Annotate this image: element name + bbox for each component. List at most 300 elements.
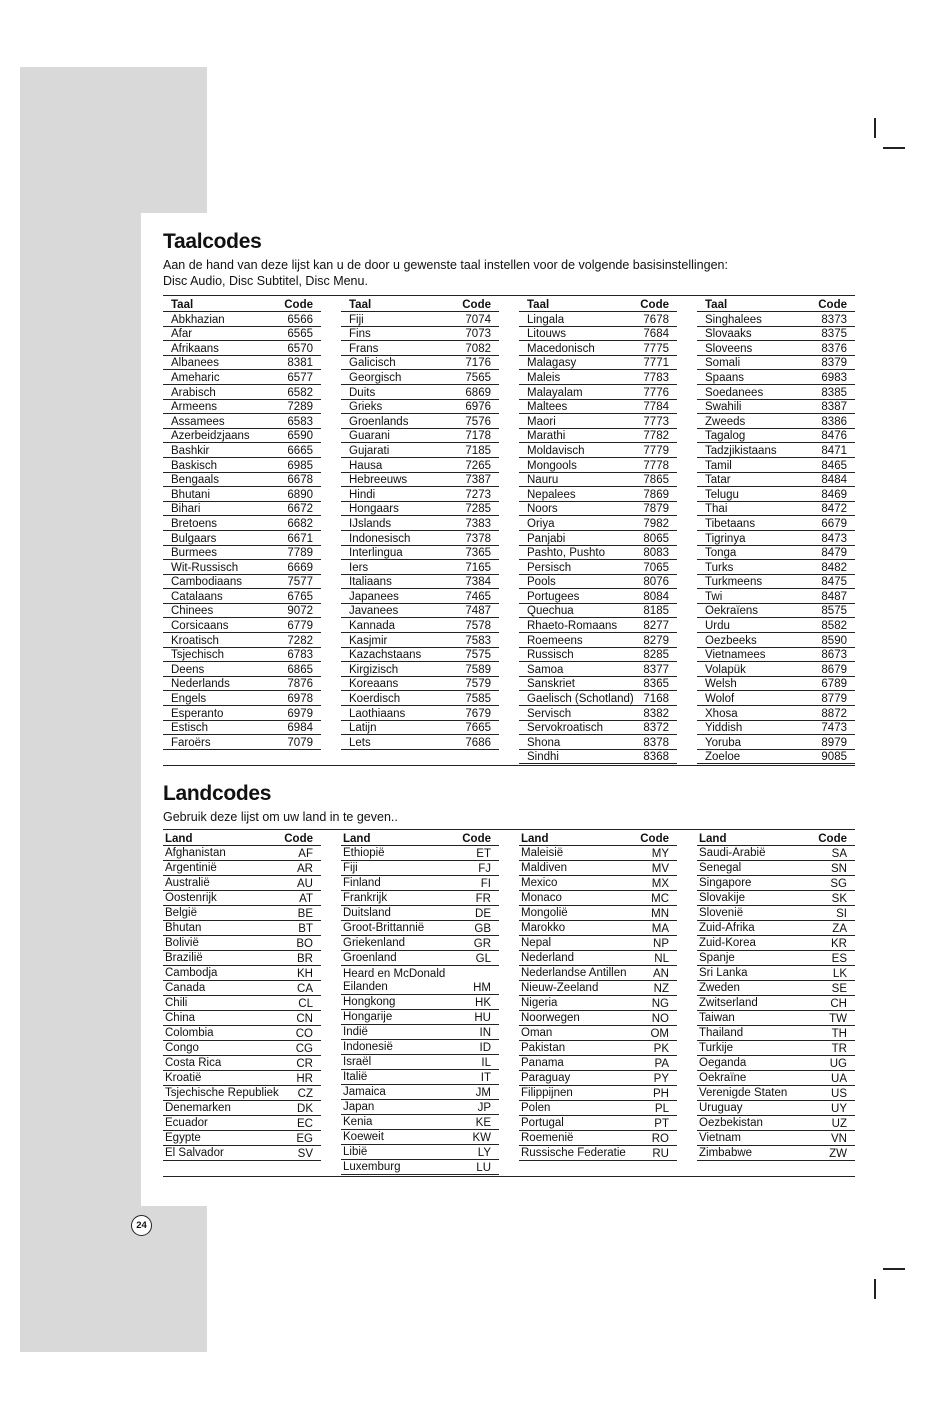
- language-name: Japanees: [349, 590, 399, 603]
- country-code: CG: [295, 1043, 313, 1056]
- country-code: ZA: [832, 923, 847, 936]
- language-name: Fins: [349, 328, 371, 341]
- language-code: 7074: [465, 313, 491, 326]
- language-code: 8185: [643, 605, 669, 618]
- language-name: Frans: [349, 342, 379, 355]
- country-code: CH: [830, 998, 847, 1011]
- table-row: [163, 1026, 321, 1041]
- table-row: [697, 648, 855, 663]
- language-code: 8476: [821, 430, 847, 443]
- country-code: AU: [297, 878, 313, 891]
- column-header-code: Code: [640, 833, 669, 846]
- language-name: Tagalog: [705, 430, 746, 443]
- table-row: [519, 846, 677, 861]
- language-name: Russisch: [527, 649, 574, 662]
- language-code: 7465: [465, 590, 491, 603]
- country-name: Senegal: [699, 862, 742, 875]
- column-header-code: Code: [818, 833, 847, 846]
- country-code: IT: [480, 1072, 491, 1085]
- language-name: Shona: [527, 736, 561, 749]
- table-row: [519, 633, 677, 648]
- country-code: RU: [652, 1148, 669, 1161]
- country-code-table: [163, 829, 855, 1177]
- language-name: Bengaals: [171, 474, 219, 487]
- column-header: [697, 296, 855, 312]
- table-row: [697, 750, 855, 765]
- language-code: 7577: [287, 576, 313, 589]
- language-name: Chinees: [171, 605, 214, 618]
- language-code: 8590: [821, 634, 847, 647]
- table-row: [697, 921, 855, 936]
- landcodes-title: Landcodes: [163, 782, 272, 806]
- table-row: [341, 531, 499, 546]
- country-name: Slovakije: [699, 892, 746, 905]
- table-row: [697, 516, 855, 531]
- language-code: 7876: [287, 678, 313, 691]
- language-code: 6976: [465, 401, 491, 414]
- table-row: [163, 341, 321, 356]
- country-name: Ecuador: [165, 1117, 208, 1130]
- language-code: 7565: [465, 371, 491, 384]
- table-row: [341, 1160, 499, 1175]
- taalcodes-intro-line1: Aan de hand van deze lijst kan u de door u gewenste taal instellen voor de volgende basisinstellingen:: [163, 258, 728, 272]
- table-row: [341, 721, 499, 736]
- language-name: Twi: [705, 590, 723, 603]
- table-row: [341, 443, 499, 458]
- country-name: Frankrijk: [343, 892, 388, 905]
- language-name: Hongaars: [349, 503, 399, 516]
- language-name: Catalaans: [171, 590, 223, 603]
- language-name: Tibetaans: [705, 517, 756, 530]
- table-row: [341, 706, 499, 721]
- table-row: [697, 891, 855, 906]
- language-name: Kazachstaans: [349, 649, 422, 662]
- country-code: MN: [651, 908, 669, 921]
- column-header-code: Code: [818, 299, 847, 311]
- country-code: OM: [650, 1028, 669, 1041]
- table-row: [163, 861, 321, 876]
- table-row: [697, 400, 855, 415]
- country-name: Filippijnen: [521, 1087, 573, 1100]
- table-row: [163, 1131, 321, 1146]
- language-code: 8279: [643, 634, 669, 647]
- language-code: 6789: [821, 678, 847, 691]
- table-row: [163, 1086, 321, 1101]
- column-header: [519, 830, 677, 846]
- country-name: Hongarije: [343, 1011, 393, 1024]
- language-code: 7285: [465, 503, 491, 516]
- country-code: MA: [651, 923, 669, 936]
- table-row: [163, 327, 321, 342]
- table-row: [163, 981, 321, 996]
- table-row: [519, 936, 677, 951]
- language-name: Bihari: [171, 503, 201, 516]
- country-name: Oekraïne: [699, 1072, 747, 1085]
- table-row: [163, 1041, 321, 1056]
- table-row: [519, 531, 677, 546]
- table-row: [341, 575, 499, 590]
- table-row: [519, 662, 677, 677]
- table-row: [341, 458, 499, 473]
- language-code: 7775: [643, 342, 669, 355]
- language-code: 6671: [287, 532, 313, 545]
- language-code: 6665: [287, 444, 313, 457]
- table-row: [163, 706, 321, 721]
- table-row: [341, 633, 499, 648]
- country-name: Kroatië: [165, 1072, 202, 1085]
- country-name: Maleisië: [521, 847, 564, 860]
- language-name: Interlingua: [349, 547, 403, 560]
- country-code: HR: [296, 1073, 313, 1086]
- table-row: [163, 385, 321, 400]
- country-code: CR: [296, 1058, 313, 1071]
- language-name: Ameharic: [171, 371, 220, 384]
- table-row: [519, 921, 677, 936]
- language-name: Kroatisch: [171, 634, 219, 647]
- language-column: [697, 296, 855, 764]
- table-row: [163, 589, 321, 604]
- language-name: Bretoens: [171, 517, 218, 530]
- language-name: Arabisch: [171, 386, 216, 399]
- language-code: 7576: [465, 415, 491, 428]
- table-row: [697, 575, 855, 590]
- column-header-code: Code: [462, 299, 491, 311]
- country-code: MY: [651, 848, 669, 861]
- language-name: Albanees: [171, 357, 219, 370]
- language-name: Lets: [349, 736, 371, 749]
- language-code: 6985: [287, 459, 313, 472]
- table-row: [163, 648, 321, 663]
- table-row: [697, 327, 855, 342]
- country-code: SA: [831, 848, 847, 861]
- table-row: [163, 604, 321, 619]
- country-code: KR: [831, 938, 847, 951]
- language-code: 7773: [643, 415, 669, 428]
- country-code: EC: [297, 1118, 313, 1131]
- table-row: [697, 618, 855, 633]
- table-row: [519, 891, 677, 906]
- language-name: Zoeloe: [705, 751, 741, 764]
- country-code: BT: [298, 923, 313, 936]
- table-row: [341, 1040, 499, 1055]
- column-header-label: Land: [343, 833, 371, 846]
- language-code: 7678: [643, 313, 669, 326]
- language-name: Tigrinya: [705, 532, 746, 545]
- table-row: [163, 876, 321, 891]
- country-name: Maldiven: [521, 862, 568, 875]
- country-name: Mexico: [521, 877, 558, 890]
- table-row: [697, 1146, 855, 1161]
- language-code: 6765: [287, 590, 313, 603]
- language-name: Lingala: [527, 313, 565, 326]
- table-row: [163, 443, 321, 458]
- language-name: Faroërs: [171, 736, 211, 749]
- landcodes-intro: Gebruik deze lijst om uw land in te geven..: [163, 810, 398, 825]
- table-row: [341, 677, 499, 692]
- table-row: [341, 691, 499, 706]
- language-name: Hindi: [349, 488, 376, 501]
- table-row: [519, 312, 677, 327]
- language-code: 8379: [821, 357, 847, 370]
- table-row: [519, 487, 677, 502]
- country-code: LK: [832, 968, 847, 981]
- table-row: [519, 876, 677, 891]
- language-name: Oezbeeks: [705, 634, 757, 647]
- language-name: IJslands: [349, 517, 392, 530]
- table-row: [519, 706, 677, 721]
- country-code: KE: [475, 1117, 491, 1130]
- language-code: 7165: [465, 561, 491, 574]
- language-code: 8382: [643, 707, 669, 720]
- country-name: Nederland: [521, 952, 575, 965]
- language-code: 7869: [643, 488, 669, 501]
- table-row: [341, 1025, 499, 1040]
- language-name: Malayalam: [527, 386, 583, 399]
- language-code: 8386: [821, 415, 847, 428]
- language-code: 9072: [287, 605, 313, 618]
- language-name: Bashkir: [171, 444, 210, 457]
- language-name: Guarani: [349, 430, 390, 443]
- language-name: Azerbeidzjaans: [171, 430, 250, 443]
- country-name: Bhutan: [165, 922, 202, 935]
- margin-band-side: [20, 213, 141, 1206]
- language-code: 7282: [287, 634, 313, 647]
- language-code: 8582: [821, 620, 847, 633]
- table-row: [341, 995, 499, 1010]
- table-row: [341, 1115, 499, 1130]
- language-code: 7778: [643, 459, 669, 472]
- language-name: Panjabi: [527, 532, 566, 545]
- table-row: [697, 487, 855, 502]
- table-row: [519, 341, 677, 356]
- table-row: [519, 721, 677, 736]
- language-name: Pools: [527, 576, 556, 589]
- table-row: [341, 327, 499, 342]
- table-row: [519, 560, 677, 575]
- language-name: Vietnamees: [705, 649, 766, 662]
- table-row: [341, 370, 499, 385]
- country-code: CO: [295, 1028, 313, 1041]
- table-row: [519, 370, 677, 385]
- country-name: Fiji: [343, 862, 358, 875]
- country-column: [519, 830, 677, 1175]
- language-column: [341, 296, 499, 764]
- margin-band-bottom: [20, 1206, 207, 1352]
- country-name: Oman: [521, 1027, 553, 1040]
- language-code: 7383: [465, 517, 491, 530]
- country-code: UZ: [831, 1118, 847, 1131]
- language-code: 7082: [465, 342, 491, 355]
- table-row: [697, 677, 855, 692]
- country-name: Cambodja: [165, 967, 218, 980]
- taalcodes-intro: [163, 257, 855, 289]
- column-header: [341, 830, 499, 846]
- country-code: AT: [299, 893, 313, 906]
- table-row: [697, 721, 855, 736]
- country-code: UY: [831, 1103, 847, 1116]
- table-row: [341, 861, 499, 876]
- country-code: ES: [831, 953, 847, 966]
- language-code: 7679: [465, 707, 491, 720]
- table-row: [519, 458, 677, 473]
- table-row: [163, 677, 321, 692]
- language-code: 7982: [643, 517, 669, 530]
- language-name: Portugees: [527, 590, 580, 603]
- language-name: Sloveens: [705, 342, 753, 355]
- language-code: 6590: [287, 430, 313, 443]
- language-code: 6979: [287, 707, 313, 720]
- table-row: [341, 662, 499, 677]
- language-name: Wolof: [705, 693, 735, 706]
- table-row: [697, 1086, 855, 1101]
- country-code: DK: [297, 1103, 313, 1116]
- country-code: PK: [653, 1043, 669, 1056]
- column-header-label: Land: [699, 833, 727, 846]
- table-row: [341, 1130, 499, 1145]
- country-name: Libië: [343, 1146, 368, 1159]
- country-code: NL: [654, 953, 669, 966]
- table-row: [163, 502, 321, 517]
- language-code: 6679: [821, 517, 847, 530]
- language-code: 7473: [821, 722, 847, 735]
- language-name: Telugu: [705, 488, 739, 501]
- country-name: Nigeria: [521, 997, 558, 1010]
- table-row: [697, 1011, 855, 1026]
- table-row: [163, 721, 321, 736]
- table-row: [163, 370, 321, 385]
- page-number: 24: [131, 1215, 152, 1236]
- language-code: 8277: [643, 620, 669, 633]
- language-code: 6984: [287, 722, 313, 735]
- country-name: China: [165, 1012, 196, 1025]
- table-row: [163, 1056, 321, 1071]
- table-row: [519, 981, 677, 996]
- country-code: UG: [829, 1058, 847, 1071]
- column-header: [163, 296, 321, 312]
- table-row: [697, 633, 855, 648]
- language-code: 6669: [287, 561, 313, 574]
- language-name: Volapük: [705, 663, 746, 676]
- table-row: [163, 473, 321, 488]
- table-row: [697, 1056, 855, 1071]
- language-name: Bulgaars: [171, 532, 217, 545]
- table-row: [697, 706, 855, 721]
- column-header: [163, 830, 321, 846]
- table-row: [697, 876, 855, 891]
- language-code: 8465: [821, 459, 847, 472]
- language-name: Malagasy: [527, 357, 577, 370]
- language-name: Koerdisch: [349, 693, 401, 706]
- language-code: 8084: [643, 590, 669, 603]
- language-code: 8473: [821, 532, 847, 545]
- language-code: 6678: [287, 474, 313, 487]
- language-name: Rhaeto-Romaans: [527, 620, 618, 633]
- table-row: [519, 516, 677, 531]
- column-header-label: Taal: [171, 299, 194, 311]
- table-row: [519, 1041, 677, 1056]
- table-row: [697, 546, 855, 561]
- language-code: 8475: [821, 576, 847, 589]
- country-code: NO: [651, 1013, 669, 1026]
- table-row: [163, 1116, 321, 1131]
- column-header-code: Code: [284, 833, 313, 846]
- table-row: [697, 996, 855, 1011]
- language-code: 6869: [465, 386, 491, 399]
- crop-mark-top-horizontal: [883, 147, 905, 149]
- country-code: VN: [831, 1133, 847, 1146]
- language-code: 7265: [465, 459, 491, 472]
- country-name: Hongkong: [343, 996, 396, 1009]
- table-row: [697, 414, 855, 429]
- table-row: [341, 891, 499, 906]
- language-code: 8479: [821, 547, 847, 560]
- language-name: Yoruba: [705, 736, 742, 749]
- country-code: PA: [654, 1058, 669, 1071]
- country-code: IN: [479, 1027, 491, 1040]
- country-code: EG: [296, 1133, 313, 1146]
- table-row: [519, 677, 677, 692]
- table-row: [697, 370, 855, 385]
- table-row: [341, 589, 499, 604]
- table-row: [163, 487, 321, 502]
- table-row: [519, 1116, 677, 1131]
- table-row: [697, 981, 855, 996]
- table-row: [341, 341, 499, 356]
- table-row: [163, 400, 321, 415]
- language-name: Georgisch: [349, 371, 402, 384]
- country-code: SN: [831, 863, 847, 876]
- language-name: Somali: [705, 357, 741, 370]
- table-row: [163, 546, 321, 561]
- table-row: [697, 861, 855, 876]
- table-row: [519, 1146, 677, 1161]
- country-name: El Salvador: [165, 1147, 224, 1160]
- language-code: 7289: [287, 401, 313, 414]
- language-code: 8375: [821, 328, 847, 341]
- language-code: 7365: [465, 547, 491, 560]
- language-name: Zweeds: [705, 415, 746, 428]
- language-name: Persisch: [527, 561, 572, 574]
- language-name: Oriya: [527, 517, 555, 530]
- country-code: LY: [477, 1147, 491, 1160]
- country-name: Roemenië: [521, 1132, 574, 1145]
- country-name: Portugal: [521, 1117, 564, 1130]
- language-code: 8872: [821, 707, 847, 720]
- country-name: Nieuw-Zeeland: [521, 982, 599, 995]
- country-code: GL: [475, 953, 491, 966]
- language-code: 8372: [643, 722, 669, 735]
- language-code: 7273: [465, 488, 491, 501]
- table-row: [341, 1100, 499, 1115]
- language-name: Pashto, Pushto: [527, 547, 605, 560]
- country-name: Heard en McDonald Eilanden: [343, 968, 446, 994]
- country-code: PY: [653, 1073, 669, 1086]
- table-row: [519, 1056, 677, 1071]
- language-name: Maleis: [527, 371, 561, 384]
- table-row: [519, 356, 677, 371]
- landcodes-section: [163, 782, 855, 1177]
- country-name: Groenland: [343, 952, 397, 965]
- country-name: Zimbabwe: [699, 1147, 753, 1160]
- language-name: Baskisch: [171, 459, 218, 472]
- language-code: 6583: [287, 415, 313, 428]
- language-code: 6682: [287, 517, 313, 530]
- language-code: 6983: [821, 371, 847, 384]
- country-code: AR: [297, 863, 313, 876]
- country-name: Italië: [343, 1071, 368, 1084]
- country-code: GB: [474, 923, 491, 936]
- language-code: 7686: [465, 736, 491, 749]
